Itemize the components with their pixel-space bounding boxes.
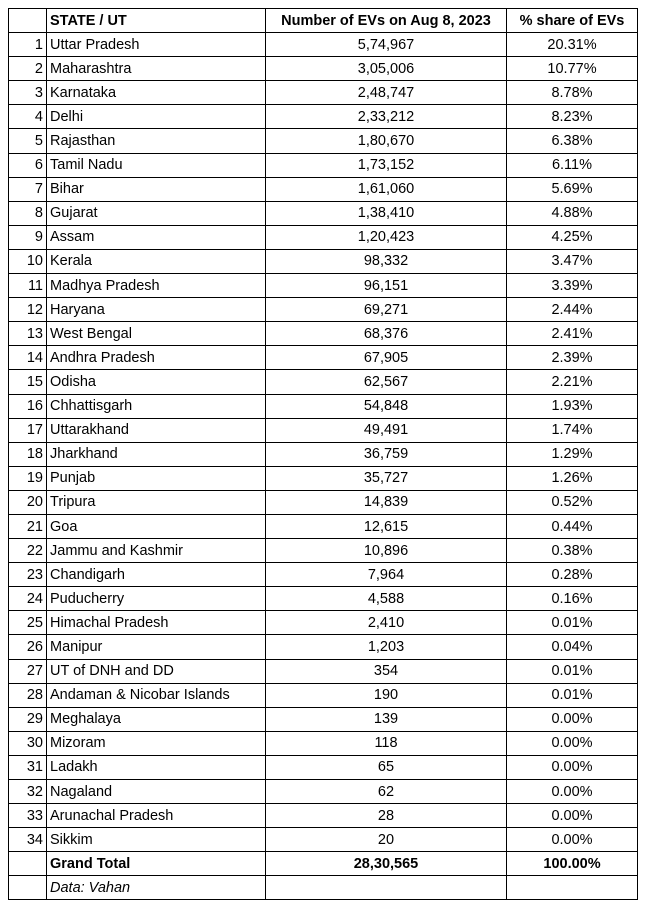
total-rank-cell	[9, 852, 47, 876]
table-row	[9, 201, 638, 225]
ev-share-cell: 2.39%	[507, 346, 638, 370]
state-cell: Goa	[47, 514, 266, 538]
rank-cell: 8	[9, 201, 47, 225]
table-row	[9, 225, 638, 249]
table-row	[9, 418, 638, 442]
ev-count-cell: 96,151	[266, 274, 507, 298]
ev-share-cell: 0.04%	[507, 635, 638, 659]
rank-cell: 1	[9, 33, 47, 57]
ev-share-cell: 2.41%	[507, 322, 638, 346]
rank-cell: 18	[9, 442, 47, 466]
ev-share-cell: 0.01%	[507, 611, 638, 635]
rank-cell: 7	[9, 177, 47, 201]
ev-count-cell: 69,271	[266, 298, 507, 322]
table-row	[9, 394, 638, 418]
ev-share-cell: 0.00%	[507, 828, 638, 852]
ev-share-cell: 0.01%	[507, 659, 638, 683]
ev-count-cell: 118	[266, 731, 507, 755]
table-row	[9, 683, 638, 707]
ev-share-cell: 0.00%	[507, 731, 638, 755]
state-cell: Rajasthan	[47, 129, 266, 153]
rank-cell: 2	[9, 57, 47, 81]
table-row	[9, 81, 638, 105]
state-cell: Mizoram	[47, 731, 266, 755]
table-row	[9, 780, 638, 804]
rank-cell: 27	[9, 659, 47, 683]
rank-cell: 5	[9, 129, 47, 153]
ev-count-cell: 12,615	[266, 514, 507, 538]
table-row	[9, 587, 638, 611]
table-body	[9, 33, 638, 852]
rank-cell: 13	[9, 322, 47, 346]
source-empty-cell	[507, 876, 638, 900]
rank-cell: 15	[9, 370, 47, 394]
ev-count-cell: 190	[266, 683, 507, 707]
ev-state-table	[8, 8, 638, 900]
ev-share-cell: 2.44%	[507, 298, 638, 322]
table-row	[9, 153, 638, 177]
rank-cell: 16	[9, 394, 47, 418]
rank-cell: 9	[9, 225, 47, 249]
state-cell: Tripura	[47, 490, 266, 514]
ev-count-cell: 65	[266, 755, 507, 779]
table-row	[9, 33, 638, 57]
ev-count-cell: 67,905	[266, 346, 507, 370]
state-cell: Sikkim	[47, 828, 266, 852]
state-cell: Chandigarh	[47, 563, 266, 587]
ev-share-cell: 1.74%	[507, 418, 638, 442]
state-cell: Chhattisgarh	[47, 394, 266, 418]
ev-count-cell: 4,588	[266, 587, 507, 611]
ev-count-cell: 62	[266, 780, 507, 804]
state-cell: Haryana	[47, 298, 266, 322]
state-cell: Assam	[47, 225, 266, 249]
rank-cell: 20	[9, 490, 47, 514]
state-cell: Madhya Pradesh	[47, 274, 266, 298]
table-row	[9, 274, 638, 298]
rank-cell: 34	[9, 828, 47, 852]
ev-share-cell: 0.00%	[507, 804, 638, 828]
ev-count-cell: 3,05,006	[266, 57, 507, 81]
ev-count-cell: 139	[266, 707, 507, 731]
state-cell: Puducherry	[47, 587, 266, 611]
state-cell: Himachal Pradesh	[47, 611, 266, 635]
rank-cell: 30	[9, 731, 47, 755]
state-cell: Tamil Nadu	[47, 153, 266, 177]
state-cell: West Bengal	[47, 322, 266, 346]
state-cell: Uttar Pradesh	[47, 33, 266, 57]
table-row	[9, 828, 638, 852]
header-rank	[9, 9, 47, 33]
ev-count-cell: 1,20,423	[266, 225, 507, 249]
header-row	[9, 9, 638, 33]
ev-count-cell: 2,33,212	[266, 105, 507, 129]
ev-share-cell: 8.78%	[507, 81, 638, 105]
table-row	[9, 563, 638, 587]
table-row	[9, 635, 638, 659]
ev-count-cell: 62,567	[266, 370, 507, 394]
state-cell: Andhra Pradesh	[47, 346, 266, 370]
ev-share-cell: 10.77%	[507, 57, 638, 81]
ev-share-cell: 0.00%	[507, 780, 638, 804]
table-row	[9, 298, 638, 322]
state-cell: Kerala	[47, 249, 266, 273]
rank-cell: 23	[9, 563, 47, 587]
ev-share-cell: 0.28%	[507, 563, 638, 587]
state-cell: Karnataka	[47, 81, 266, 105]
table-row	[9, 514, 638, 538]
source-empty-cell	[266, 876, 507, 900]
ev-count-cell: 98,332	[266, 249, 507, 273]
ev-count-cell: 2,48,747	[266, 81, 507, 105]
ev-count-cell: 20	[266, 828, 507, 852]
ev-share-cell: 1.93%	[507, 394, 638, 418]
ev-count-cell: 2,410	[266, 611, 507, 635]
ev-share-cell: 6.11%	[507, 153, 638, 177]
ev-count-cell: 1,203	[266, 635, 507, 659]
ev-share-cell: 4.88%	[507, 201, 638, 225]
table-row	[9, 322, 638, 346]
table-row	[9, 539, 638, 563]
table-row	[9, 707, 638, 731]
ev-count-cell: 5,74,967	[266, 33, 507, 57]
rank-cell: 12	[9, 298, 47, 322]
table-row	[9, 466, 638, 490]
rank-cell: 6	[9, 153, 47, 177]
table-row	[9, 755, 638, 779]
rank-cell: 33	[9, 804, 47, 828]
source-row	[9, 876, 638, 900]
rank-cell: 24	[9, 587, 47, 611]
ev-count-cell: 28	[266, 804, 507, 828]
ev-share-cell: 6.38%	[507, 129, 638, 153]
ev-count-cell: 49,491	[266, 418, 507, 442]
state-cell: Meghalaya	[47, 707, 266, 731]
ev-share-cell: 0.00%	[507, 707, 638, 731]
rank-cell: 17	[9, 418, 47, 442]
table-row	[9, 346, 638, 370]
ev-count-cell: 1,38,410	[266, 201, 507, 225]
total-count: 28,30,565	[266, 852, 507, 876]
rank-cell: 26	[9, 635, 47, 659]
rank-cell: 21	[9, 514, 47, 538]
state-cell: Gujarat	[47, 201, 266, 225]
rank-cell: 3	[9, 81, 47, 105]
total-label: Grand Total	[47, 852, 266, 876]
rank-cell: 31	[9, 755, 47, 779]
table-row	[9, 611, 638, 635]
table-row	[9, 105, 638, 129]
ev-share-cell: 0.00%	[507, 755, 638, 779]
rank-cell: 25	[9, 611, 47, 635]
state-cell: Andaman & Nicobar Islands	[47, 683, 266, 707]
ev-count-cell: 36,759	[266, 442, 507, 466]
table-row	[9, 490, 638, 514]
state-cell: Bihar	[47, 177, 266, 201]
table-row	[9, 57, 638, 81]
ev-share-cell: 1.29%	[507, 442, 638, 466]
rank-cell: 19	[9, 466, 47, 490]
ev-share-cell: 0.44%	[507, 514, 638, 538]
ev-share-cell: 0.52%	[507, 490, 638, 514]
state-cell: Nagaland	[47, 780, 266, 804]
header-state: STATE / UT	[47, 9, 266, 33]
source-note: Data: Vahan	[47, 876, 266, 900]
ev-share-cell: 0.38%	[507, 539, 638, 563]
ev-share-cell: 2.21%	[507, 370, 638, 394]
ev-count-cell: 1,73,152	[266, 153, 507, 177]
state-cell: Punjab	[47, 466, 266, 490]
grand-total-row	[9, 852, 638, 876]
ev-share-cell: 0.16%	[507, 587, 638, 611]
state-cell: Odisha	[47, 370, 266, 394]
ev-count-cell: 68,376	[266, 322, 507, 346]
state-cell: Manipur	[47, 635, 266, 659]
state-cell: Delhi	[47, 105, 266, 129]
rank-cell: 28	[9, 683, 47, 707]
ev-count-cell: 35,727	[266, 466, 507, 490]
ev-share-cell: 3.47%	[507, 249, 638, 273]
ev-count-cell: 14,839	[266, 490, 507, 514]
state-cell: Uttarakhand	[47, 418, 266, 442]
ev-share-cell: 4.25%	[507, 225, 638, 249]
table-row	[9, 370, 638, 394]
total-share: 100.00%	[507, 852, 638, 876]
state-cell: Jammu and Kashmir	[47, 539, 266, 563]
ev-count-cell: 54,848	[266, 394, 507, 418]
rank-cell: 10	[9, 249, 47, 273]
state-cell: Arunachal Pradesh	[47, 804, 266, 828]
ev-count-cell: 1,80,670	[266, 129, 507, 153]
ev-count-cell: 7,964	[266, 563, 507, 587]
ev-share-cell: 1.26%	[507, 466, 638, 490]
table-row	[9, 177, 638, 201]
table-row	[9, 249, 638, 273]
ev-count-cell: 354	[266, 659, 507, 683]
rank-cell: 29	[9, 707, 47, 731]
table-row	[9, 659, 638, 683]
ev-share-cell: 0.01%	[507, 683, 638, 707]
header-ev-count: Number of EVs on Aug 8, 2023	[266, 9, 507, 33]
rank-cell: 4	[9, 105, 47, 129]
rank-cell: 11	[9, 274, 47, 298]
state-cell: Maharashtra	[47, 57, 266, 81]
state-cell: Ladakh	[47, 755, 266, 779]
rank-cell: 22	[9, 539, 47, 563]
header-ev-share: % share of EVs	[507, 9, 638, 33]
state-cell: UT of DNH and DD	[47, 659, 266, 683]
rank-cell: 14	[9, 346, 47, 370]
ev-count-cell: 1,61,060	[266, 177, 507, 201]
state-cell: Jharkhand	[47, 442, 266, 466]
ev-share-cell: 3.39%	[507, 274, 638, 298]
table-row	[9, 731, 638, 755]
source-rank-cell	[9, 876, 47, 900]
ev-count-cell: 10,896	[266, 539, 507, 563]
ev-share-cell: 5.69%	[507, 177, 638, 201]
table-row	[9, 129, 638, 153]
ev-share-cell: 8.23%	[507, 105, 638, 129]
rank-cell: 32	[9, 780, 47, 804]
table-row	[9, 442, 638, 466]
table-row	[9, 804, 638, 828]
ev-share-cell: 20.31%	[507, 33, 638, 57]
